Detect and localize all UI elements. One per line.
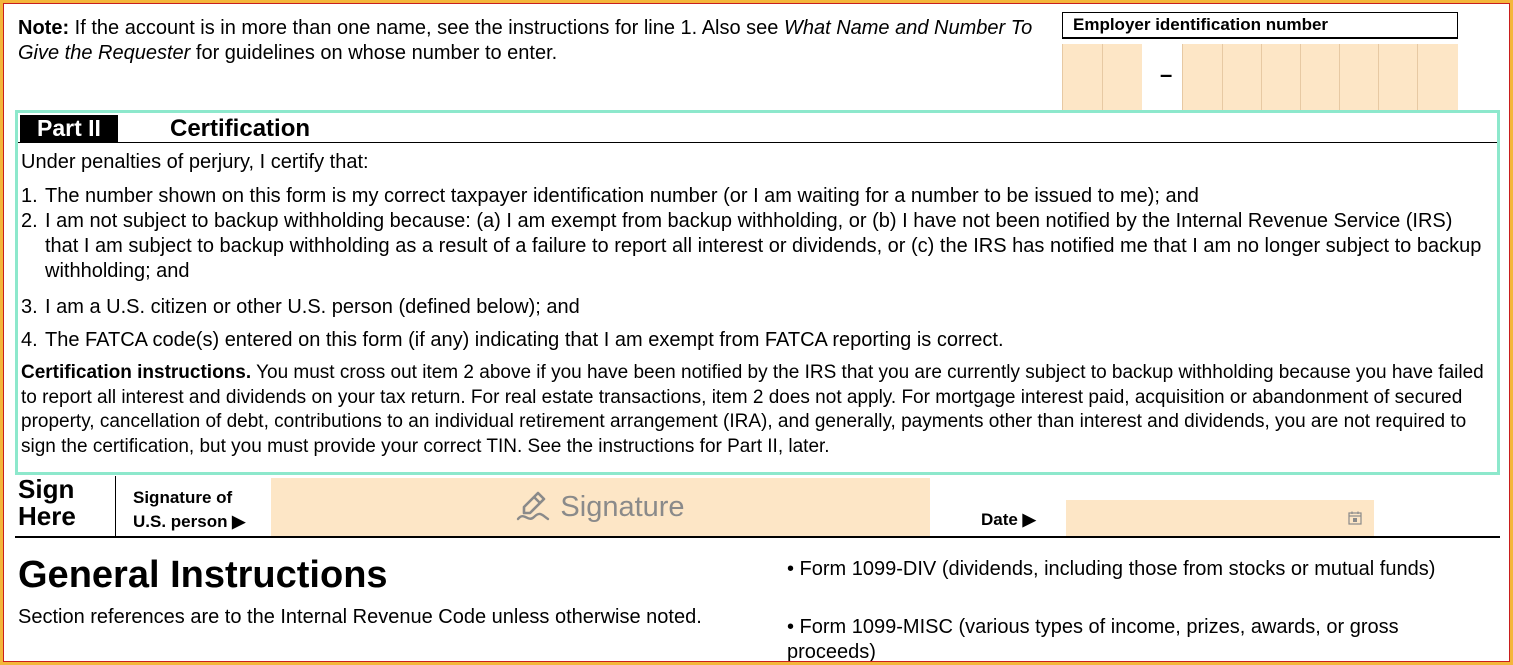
tin-note bbox=[18, 16, 1048, 66]
sign-divider bbox=[115, 476, 116, 538]
ein-digit-4[interactable] bbox=[1222, 44, 1261, 110]
item-text: I am a U.S. citizen or other U.S. person (defined below); and bbox=[45, 296, 580, 318]
instructions-text: You must cross out item 2 above if you have been notified by the IRS that you are currently subject to backup withholding because you have failed to report all interest and dividends on your tax return. For real estate transactions, item 2 does not apply. For mortgage interest paid, acquisition or abandonment of secured property, cancellation of debt, contributions to an individual retirement arrangement (IRA), and generally, payments other than interest and dividends, you are not required to sign the certification, but you must provide your correct TIN. See the instructions for Part II, later. bbox=[21, 362, 1484, 457]
item-text: The FATCA code(s) entered on this form (if any) indicating that I am exempt from FATCA reporting is correct. bbox=[45, 329, 1004, 351]
ein-digit-7[interactable] bbox=[1339, 44, 1378, 110]
cert-item-3 bbox=[21, 295, 1491, 320]
bullet-form-1099-div: • Form 1099-DIV (dividends, including those from stocks or mutual funds) bbox=[787, 558, 1436, 580]
cert-item-4 bbox=[21, 328, 1491, 353]
ein-label: Employer identification number bbox=[1062, 12, 1458, 39]
ein-digit-1[interactable] bbox=[1062, 44, 1102, 110]
sign-here-line-1: Sign bbox=[18, 474, 75, 504]
ein-digit-8[interactable] bbox=[1378, 44, 1417, 110]
instructions-label: Certification instructions. bbox=[21, 362, 252, 383]
ein-digit-2[interactable] bbox=[1102, 44, 1142, 110]
cert-intro: Under penalties of perjury, I certify that: bbox=[21, 151, 369, 173]
item-number: 2. bbox=[21, 210, 38, 232]
ein-digit-9[interactable] bbox=[1417, 44, 1458, 110]
note-text-1: If the account is in more than one name, see the instructions for line 1. Also see bbox=[69, 17, 784, 39]
signature-label-line-2: U.S. person ▶ bbox=[133, 512, 246, 531]
part-ii-header bbox=[18, 113, 1497, 143]
sign-here-line-2: Here bbox=[18, 501, 76, 531]
item-number: 4. bbox=[21, 329, 38, 351]
sign-here-label bbox=[18, 476, 76, 530]
item-text: The number shown on this form is my correct taxpayer identification number (or I am waiting for a number to be issued to me); and bbox=[45, 185, 1199, 207]
note-text-2: for guidelines on whose number to enter. bbox=[190, 42, 558, 64]
part-label: Part II bbox=[20, 115, 118, 142]
general-instructions-title: General Instructions bbox=[18, 554, 388, 596]
general-instructions-text: Section references are to the Internal Revenue Code unless otherwise noted. bbox=[18, 606, 702, 628]
ein-digit-3[interactable] bbox=[1182, 44, 1222, 110]
date-field[interactable] bbox=[1066, 500, 1374, 536]
bullet-form-1099-misc: • Form 1099-MISC (various types of income, prizes, awards, or gross proceeds) bbox=[787, 616, 1399, 663]
cert-item-2 bbox=[21, 209, 1491, 284]
item-text: I am not subject to backup withholding because: (a) I am exempt from backup withholding, or (b) I have not been notified by the Internal Revenue Service (IRS) that I am subject to backup withholding as a result of a failure to report all interest or dividends, or (c) the IRS has notified me that I am no longer subject to backup withholding; and bbox=[45, 210, 1482, 282]
ein-digit-6[interactable] bbox=[1300, 44, 1339, 110]
certification-instructions bbox=[21, 361, 1497, 459]
item-number: 3. bbox=[21, 296, 38, 318]
part-ii-certification bbox=[15, 110, 1500, 475]
note-label: Note: bbox=[18, 17, 70, 39]
signature-label bbox=[133, 486, 245, 534]
cert-item-1 bbox=[21, 184, 1491, 209]
signature-field[interactable] bbox=[271, 478, 930, 536]
sign-here-row bbox=[15, 476, 1500, 538]
note-italic: What Name and Number To Give the Requester bbox=[18, 17, 1033, 64]
signature-label-line-1: Signature of bbox=[133, 488, 233, 507]
signature-placeholder: Signature bbox=[560, 490, 685, 523]
date-label: Date ▶ bbox=[981, 510, 1036, 529]
ein-digit-5[interactable] bbox=[1261, 44, 1300, 110]
pen-signature-icon bbox=[516, 491, 550, 523]
item-number: 1. bbox=[21, 185, 38, 207]
part-title: Certification bbox=[170, 115, 311, 142]
ein-dash: – bbox=[1160, 62, 1173, 87]
calendar-icon[interactable] bbox=[1348, 511, 1362, 525]
